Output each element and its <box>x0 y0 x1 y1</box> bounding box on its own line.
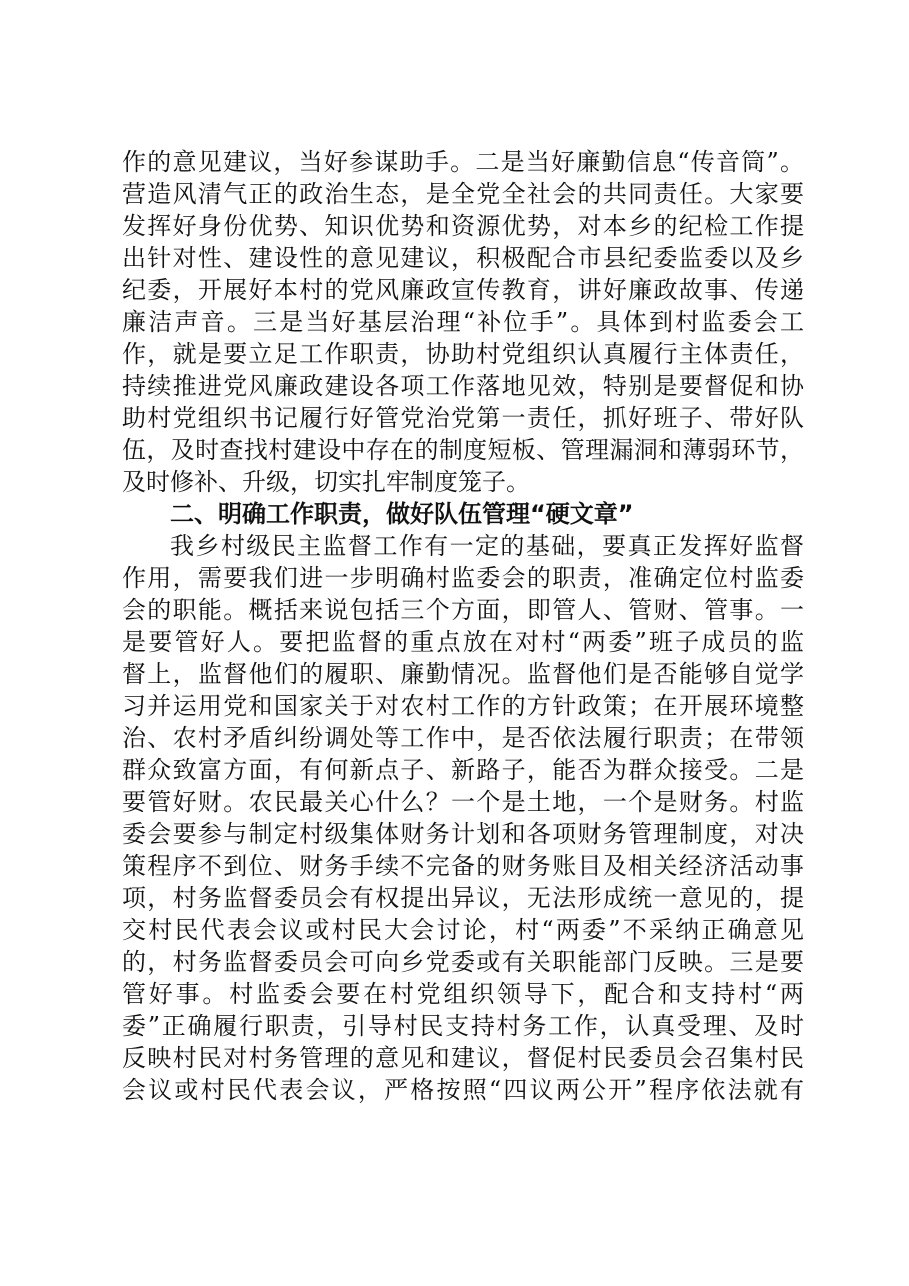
text-line: 作用，需要我们进一步明确村监委会的职责，准确定位村监委 <box>122 564 804 592</box>
text-line: 管好事。村监委会要在村党组织领导下，配合和支持村“两 <box>122 980 804 1008</box>
text-line: 群众致富方面，有何新点子、新路子，能否为群众接受。二是 <box>122 756 804 784</box>
text-line: 及时修补、升级，切实扎牢制度笼子。 <box>122 468 530 496</box>
section-heading: 二、明确工作职责，做好队伍管理“硬文章” <box>170 500 634 528</box>
text-line: 督上，监督他们的履职、廉勤情况。监督他们是否能够自觉学 <box>122 660 804 688</box>
text-line: 是要管好人。要把监督的重点放在对村“两委”班子成员的监 <box>122 628 804 656</box>
text-line: 我乡村级民主监督工作有一定的基础，要真正发挥好监督 <box>170 532 804 560</box>
text-line: 委”正确履行职责，引导村民支持村务工作，认真受理、及时 <box>122 1012 804 1040</box>
text-line: 委会要参与制定村级集体财务计划和各项财务管理制度，对决 <box>122 820 804 848</box>
text-line: 要管好财。农民最关心什么？一个是土地，一个是财务。村监 <box>122 788 804 816</box>
text-line: 营造风清气正的政治生态，是全党全社会的共同责任。大家要 <box>122 180 804 208</box>
text-line: 持续推进党风廉政建设各项工作落地见效，特别是要督促和协 <box>122 372 804 400</box>
text-line: 助村党组织书记履行好管党治党第一责任，抓好班子、带好队 <box>122 404 804 432</box>
text-line: 作的意见建议，当好参谋助手。二是当好廉勤信息“传音筒”。 <box>122 148 804 176</box>
text-line: 廉洁声音。三是当好基层治理“补位手”。具体到村监委会工 <box>122 308 804 336</box>
text-line: 反映村民对村务管理的意见和建议，督促村民委员会召集村民 <box>122 1044 804 1072</box>
text-line: 的，村务监督委员会可向乡党委或有关职能部门反映。三是要 <box>122 948 804 976</box>
text-line: 会议或村民代表会议，严格按照“四议两公开”程序依法就有 <box>122 1076 804 1104</box>
text-line: 习并运用党和国家关于对农村工作的方针政策；在开展环境整 <box>122 692 804 720</box>
text-line: 项，村务监督委员会有权提出异议，无法形成统一意见的，提 <box>122 884 804 912</box>
text-line: 伍，及时查找村建设中存在的制度短板、管理漏洞和薄弱环节， <box>122 436 804 464</box>
text-line: 策程序不到位、财务手续不完备的财务账目及相关经济活动事 <box>122 852 804 880</box>
text-line: 出针对性、建设性的意见建议，积极配合市县纪委监委以及乡 <box>122 244 804 272</box>
text-line: 治、农村矛盾纠纷调处等工作中，是否依法履行职责；在带领 <box>122 724 804 752</box>
document-page <box>122 146 804 1106</box>
paragraph-2 <box>122 530 804 1106</box>
text-line: 交村民代表会议或村民大会讨论，村“两委”不采纳正确意见 <box>122 916 804 944</box>
text-line: 会的职能。概括来说包括三个方面，即管人、管财、管事。一 <box>122 596 804 624</box>
paragraph-1 <box>122 146 804 498</box>
text-line: 作，就是要立足工作职责，协助村党组织认真履行主体责任， <box>122 340 804 368</box>
text-line: 纪委，开展好本村的党风廉政宣传教育，讲好廉政故事、传递 <box>122 276 804 304</box>
text-line: 发挥好身份优势、知识优势和资源优势，对本乡的纪检工作提 <box>122 212 804 240</box>
